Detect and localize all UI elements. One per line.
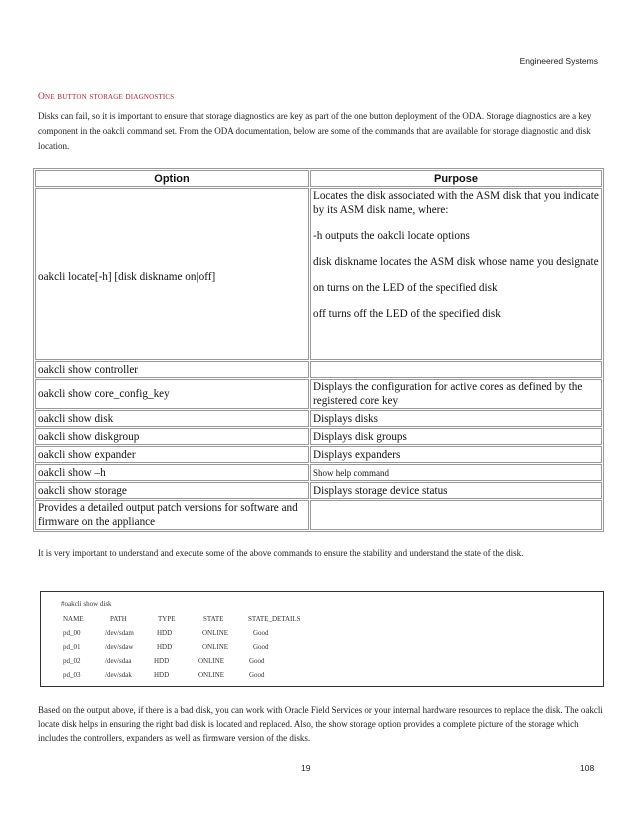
purpose-cell: Displays storage device status <box>310 482 602 499</box>
purpose-text: off turns off the LED of the specified disk <box>313 308 501 320</box>
code-block <box>40 591 604 687</box>
conclusion-paragraph: Based on the output above, if there is a bad disk, you can work with Oracle Field Services or your internal hardware resources to replace the disk. The oakcli locate disk helps in ensuring the right bad disk is located and replaced. Also, the show storage option provides a complete picture of the storage which includes the controllers, expanders as well as firmware version of the disks. <box>38 705 603 743</box>
code-cell: HDD <box>157 629 173 637</box>
option-text: oakcli locate[-h] [disk diskname on|off] <box>38 271 216 283</box>
purpose-cell: Displays the configuration for active cores as defined by the registered core key <box>310 379 602 409</box>
purpose-cell <box>310 361 602 378</box>
options-table <box>33 168 604 532</box>
code-col-state: STATE <box>203 615 224 623</box>
code-col-path: PATH <box>110 615 127 623</box>
option-cell: oakcli show controller <box>35 361 309 378</box>
code-cell: pd_01 <box>63 643 81 651</box>
page-total: 108 <box>580 763 595 773</box>
purpose-cell <box>310 188 602 360</box>
purpose-text: Locates the disk associated with the ASM disk that you indicate by its ASM disk name, where: <box>313 190 599 216</box>
code-col-type: TYPE <box>158 615 176 623</box>
code-cell: ONLINE <box>202 629 229 637</box>
header-option: Option <box>35 170 309 187</box>
code-col-state-details: STATE_DETAILS <box>248 615 301 623</box>
purpose-cell: Displays expanders <box>310 446 602 463</box>
code-cell: pd_03 <box>63 671 81 679</box>
after-table-paragraph: It is very important to understand and execute some of the above commands to ensure the stability and understand the state of the disk. <box>38 548 524 558</box>
purpose-cell: Displays disks <box>310 410 602 427</box>
code-cell: Good <box>253 629 269 637</box>
purpose-cell: Show help command <box>310 464 602 481</box>
table-row <box>35 500 602 530</box>
intro-paragraph: Disks can fail, so it is important to ensure that storage diagnostics are key as part of the one button deployment of the ODA. Storage diagnostics are a key component in the oakcli command set. From the ODA documentation, below are some of the commands that are available for storage diagnostic and disk location. <box>38 111 592 151</box>
option-cell <box>35 188 309 360</box>
table-row <box>35 361 602 378</box>
table-row <box>35 410 602 427</box>
table-row <box>35 428 602 445</box>
option-cell: oakcli show storage <box>35 482 309 499</box>
code-cell: /dev/sdam <box>105 629 134 637</box>
code-cell: HDD <box>154 657 170 665</box>
page-number: 19 <box>301 763 311 773</box>
code-cell: Good <box>253 643 269 651</box>
code-cell: /dev/sdaa <box>105 657 132 665</box>
purpose-cell: Displays disk groups <box>310 428 602 445</box>
option-cell: oakcli show diskgroup <box>35 428 309 445</box>
option-cell: oakcli show expander <box>35 446 309 463</box>
code-cell: Good <box>249 671 265 679</box>
code-cell: pd_02 <box>63 657 81 665</box>
code-cell: ONLINE <box>202 643 229 651</box>
code-cell: HDD <box>154 671 170 679</box>
purpose-cell <box>310 500 602 530</box>
option-cell: oakcli show –h <box>35 464 309 481</box>
header-purpose: Purpose <box>310 170 602 187</box>
option-cell: Provides a detailed output patch versions for software and firmware on the appliance <box>35 500 309 530</box>
code-cell: /dev/sdak <box>105 671 132 679</box>
table-row <box>35 464 602 481</box>
code-col-name: NAME <box>63 615 84 623</box>
code-command: #oakcli show disk <box>61 600 112 608</box>
option-cell: oakcli show disk <box>35 410 309 427</box>
code-cell: HDD <box>157 643 173 651</box>
table-row <box>35 482 602 499</box>
table-header-row <box>35 170 602 187</box>
code-cell: pd_00 <box>63 629 81 637</box>
purpose-text: -h outputs the oakcli locate options <box>313 230 470 242</box>
purpose-text: on turns on the LED of the specified disk <box>313 282 498 294</box>
code-cell: ONLINE <box>198 657 225 665</box>
page-header: Engineered Systems <box>519 56 598 66</box>
table-row <box>35 188 602 360</box>
code-cell: Good <box>249 657 265 665</box>
table-row <box>35 446 602 463</box>
purpose-text: disk diskname locates the ASM disk whose name you designate <box>313 256 599 268</box>
option-cell: oakcli show core_config_key <box>35 379 309 409</box>
code-cell: ONLINE <box>198 671 225 679</box>
section-title: One button storage diagnostics <box>38 92 175 102</box>
code-cell: /dev/sdaw <box>105 643 134 651</box>
table-row <box>35 379 602 409</box>
